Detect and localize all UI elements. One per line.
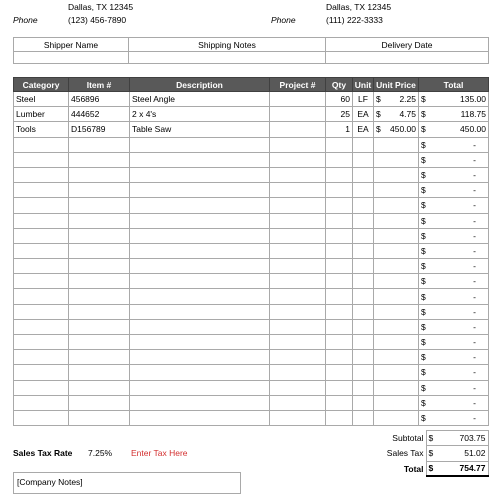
- cell-qty[interactable]: [326, 395, 353, 410]
- cell-description[interactable]: [130, 319, 270, 334]
- cell-qty[interactable]: [326, 350, 353, 365]
- sales-tax-value: $ 51.02: [426, 446, 488, 461]
- cell-item[interactable]: [69, 304, 130, 319]
- table-row: [14, 107, 489, 122]
- totals-table: [326, 430, 489, 477]
- cell-total[interactable]: [419, 167, 489, 182]
- currency-symbol: $: [421, 321, 426, 332]
- items-column-header: Unit Price: [374, 78, 419, 92]
- cell-qty[interactable]: [326, 365, 353, 380]
- cell-qty[interactable]: [326, 167, 353, 182]
- sales-tax-rate-value[interactable]: 7.25%: [88, 448, 113, 458]
- cell-project[interactable]: [270, 274, 326, 289]
- amount-total: -: [473, 245, 476, 256]
- cell-category[interactable]: [14, 395, 69, 410]
- cell-description[interactable]: [130, 167, 270, 182]
- cell-description[interactable]: [130, 350, 270, 365]
- cell-project[interactable]: [270, 122, 326, 137]
- table-row: [14, 213, 489, 228]
- cell-unit[interactable]: [353, 365, 374, 380]
- shipping-notes-header: Shipping Notes: [129, 38, 326, 52]
- currency-symbol: $: [376, 109, 381, 120]
- cell-unit[interactable]: [353, 410, 374, 425]
- cell-price[interactable]: [374, 410, 419, 425]
- cell-price[interactable]: [374, 213, 419, 228]
- cell-total[interactable]: [419, 304, 489, 319]
- cell-description[interactable]: [130, 274, 270, 289]
- cell-description[interactable]: [130, 259, 270, 274]
- shipper-name-field[interactable]: [14, 52, 129, 64]
- amount-total: -: [473, 382, 476, 393]
- cell-price[interactable]: [374, 259, 419, 274]
- cell-total[interactable]: [419, 152, 489, 167]
- items-column-header: Item #: [69, 78, 130, 92]
- cell-price[interactable]: [374, 380, 419, 395]
- cell-total[interactable]: [419, 274, 489, 289]
- cell-price[interactable]: [374, 304, 419, 319]
- cell-price[interactable]: [374, 92, 419, 107]
- table-row: [14, 365, 489, 380]
- cell-category[interactable]: [14, 183, 69, 198]
- cell-qty[interactable]: 1: [326, 122, 353, 137]
- cell-item[interactable]: [69, 183, 130, 198]
- cell-description[interactable]: [130, 213, 270, 228]
- cell-description[interactable]: Steel Angle: [130, 92, 270, 107]
- cell-description[interactable]: [130, 365, 270, 380]
- cell-item[interactable]: [69, 319, 130, 334]
- cell-total[interactable]: [419, 289, 489, 304]
- cell-qty[interactable]: [326, 289, 353, 304]
- shipper-phone: (123) 456-7890: [68, 15, 127, 25]
- cell-unit[interactable]: [353, 289, 374, 304]
- cell-total[interactable]: [419, 395, 489, 410]
- cell-project[interactable]: [270, 92, 326, 107]
- table-row: [14, 335, 489, 350]
- cell-total[interactable]: [419, 107, 489, 122]
- cell-unit[interactable]: [353, 304, 374, 319]
- cell-description[interactable]: [130, 152, 270, 167]
- cell-category[interactable]: [14, 274, 69, 289]
- cell-item[interactable]: D156789: [69, 122, 130, 137]
- amount-total: -: [473, 276, 476, 287]
- cell-project[interactable]: [270, 410, 326, 425]
- amount-total: -: [473, 139, 476, 150]
- cell-unit[interactable]: [353, 183, 374, 198]
- cell-total[interactable]: [419, 198, 489, 213]
- table-row: [14, 167, 489, 182]
- table-row: [14, 304, 489, 319]
- cell-item[interactable]: 444652: [69, 107, 130, 122]
- cell-total[interactable]: [419, 335, 489, 350]
- amount-total: 118.75: [460, 109, 486, 120]
- cell-total[interactable]: [419, 183, 489, 198]
- cell-qty[interactable]: [326, 228, 353, 243]
- cell-total[interactable]: [419, 122, 489, 137]
- items-table: [13, 77, 489, 426]
- currency-symbol: $: [421, 154, 426, 165]
- amount-total: -: [473, 352, 476, 363]
- cell-description[interactable]: [130, 183, 270, 198]
- amount-total: -: [473, 397, 476, 408]
- currency-symbol: $: [421, 413, 426, 424]
- cell-project[interactable]: [270, 304, 326, 319]
- amount-total: -: [473, 337, 476, 348]
- cell-price[interactable]: [374, 243, 419, 258]
- cell-category[interactable]: [14, 365, 69, 380]
- cell-description[interactable]: [130, 380, 270, 395]
- cell-description[interactable]: [130, 137, 270, 152]
- cell-item[interactable]: [69, 289, 130, 304]
- currency-symbol: $: [428, 433, 434, 444]
- amount-total: -: [473, 321, 476, 332]
- currency-symbol: $: [421, 337, 426, 348]
- table-row: [14, 289, 489, 304]
- items-column-header: Description: [130, 78, 270, 92]
- cell-description[interactable]: [130, 198, 270, 213]
- cell-item[interactable]: [69, 167, 130, 182]
- cell-qty[interactable]: [326, 198, 353, 213]
- subtotal-value: $ 703.75: [426, 431, 488, 446]
- table-row: [14, 92, 489, 107]
- cell-price[interactable]: [374, 167, 419, 182]
- cell-unit[interactable]: [353, 137, 374, 152]
- cell-qty[interactable]: [326, 213, 353, 228]
- currency-symbol: $: [421, 200, 426, 211]
- cell-item[interactable]: [69, 259, 130, 274]
- amount-total: -: [473, 291, 476, 302]
- currency-symbol: $: [421, 185, 426, 196]
- cell-project[interactable]: [270, 335, 326, 350]
- cell-project[interactable]: [270, 137, 326, 152]
- cell-category[interactable]: Tools: [14, 122, 69, 137]
- amount-total: 135.00: [460, 94, 486, 105]
- cell-description[interactable]: Table Saw: [130, 122, 270, 137]
- currency-symbol: $: [421, 352, 426, 363]
- cell-unit[interactable]: EA: [353, 122, 374, 137]
- currency-symbol: $: [421, 94, 426, 105]
- cell-total[interactable]: [419, 410, 489, 425]
- cell-qty[interactable]: [326, 137, 353, 152]
- cell-total[interactable]: [419, 319, 489, 334]
- cell-project[interactable]: [270, 259, 326, 274]
- table-row: [14, 122, 489, 137]
- sales-tax-rate-label: Sales Tax Rate: [13, 448, 73, 458]
- cell-qty[interactable]: [326, 304, 353, 319]
- cell-item[interactable]: [69, 243, 130, 258]
- cell-category[interactable]: Lumber: [14, 107, 69, 122]
- grand-total-row: [326, 461, 488, 476]
- currency-symbol: $: [421, 261, 426, 272]
- cell-project[interactable]: [270, 380, 326, 395]
- cell-price[interactable]: [374, 107, 419, 122]
- table-row: [14, 274, 489, 289]
- cell-qty[interactable]: [326, 243, 353, 258]
- cell-description[interactable]: [130, 228, 270, 243]
- cell-total[interactable]: [419, 243, 489, 258]
- cell-category[interactable]: [14, 350, 69, 365]
- cell-category[interactable]: [14, 410, 69, 425]
- cell-project[interactable]: [270, 243, 326, 258]
- cell-unit[interactable]: [353, 167, 374, 182]
- items-header-row: [14, 78, 489, 92]
- cell-qty[interactable]: 25: [326, 107, 353, 122]
- cell-category[interactable]: [14, 289, 69, 304]
- cell-category[interactable]: [14, 213, 69, 228]
- cell-price[interactable]: [374, 319, 419, 334]
- cell-qty[interactable]: [326, 259, 353, 274]
- total-value: $ 754.77: [426, 461, 488, 476]
- cell-qty[interactable]: [326, 274, 353, 289]
- items-column-header: Unit: [353, 78, 374, 92]
- currency-symbol: $: [421, 291, 426, 302]
- cell-category[interactable]: [14, 380, 69, 395]
- cell-qty[interactable]: [326, 183, 353, 198]
- amount-total: -: [473, 306, 476, 317]
- cell-project[interactable]: [270, 107, 326, 122]
- amount-price: 2.25: [399, 94, 416, 105]
- amount-total: -: [473, 261, 476, 272]
- cell-unit[interactable]: [353, 228, 374, 243]
- cell-price[interactable]: [374, 289, 419, 304]
- cell-project[interactable]: [270, 183, 326, 198]
- cell-category[interactable]: [14, 259, 69, 274]
- shipping-notes-field[interactable]: [129, 52, 326, 64]
- cell-price[interactable]: [374, 122, 419, 137]
- cell-project[interactable]: [270, 152, 326, 167]
- cell-item[interactable]: [69, 410, 130, 425]
- cell-category[interactable]: [14, 228, 69, 243]
- cell-qty[interactable]: [326, 380, 353, 395]
- cell-description[interactable]: [130, 395, 270, 410]
- shipper-name-header: Shipper Name: [14, 38, 129, 52]
- cell-price[interactable]: [374, 274, 419, 289]
- currency-symbol: $: [428, 463, 434, 474]
- table-row: [14, 137, 489, 152]
- enter-tax-hint: Enter Tax Here: [131, 448, 188, 458]
- table-row: [14, 410, 489, 425]
- cell-qty[interactable]: 60: [326, 92, 353, 107]
- table-row: [14, 350, 489, 365]
- cell-category[interactable]: Steel: [14, 92, 69, 107]
- cell-category[interactable]: [14, 243, 69, 258]
- items-column-header: Category: [14, 78, 69, 92]
- cell-item[interactable]: [69, 228, 130, 243]
- cell-item[interactable]: 456896: [69, 92, 130, 107]
- cell-total[interactable]: [419, 228, 489, 243]
- table-row: [14, 243, 489, 258]
- currency-symbol: $: [428, 448, 434, 459]
- cell-project[interactable]: [270, 167, 326, 182]
- cell-price[interactable]: [374, 395, 419, 410]
- cell-qty[interactable]: [326, 319, 353, 334]
- cell-qty[interactable]: [326, 335, 353, 350]
- table-row: [14, 319, 489, 334]
- cell-description[interactable]: [130, 289, 270, 304]
- cell-price[interactable]: [374, 350, 419, 365]
- amount-total: -: [473, 230, 476, 241]
- cell-item[interactable]: [69, 274, 130, 289]
- amount-total: -: [473, 367, 476, 378]
- currency-symbol: $: [421, 215, 426, 226]
- cell-price[interactable]: [374, 228, 419, 243]
- cell-price[interactable]: [374, 335, 419, 350]
- cell-item[interactable]: [69, 335, 130, 350]
- shipper-phone-label: Phone: [13, 15, 38, 25]
- currency-symbol: $: [421, 306, 426, 317]
- cell-item[interactable]: [69, 213, 130, 228]
- cell-unit[interactable]: LF: [353, 92, 374, 107]
- table-row: [14, 259, 489, 274]
- cell-unit[interactable]: EA: [353, 107, 374, 122]
- cell-unit[interactable]: [353, 152, 374, 167]
- amount-total: -: [473, 413, 476, 424]
- currency-symbol: $: [421, 230, 426, 241]
- table-row: [14, 183, 489, 198]
- currency-symbol: $: [376, 124, 381, 135]
- delivery-date-field[interactable]: [326, 52, 489, 64]
- amount-total: -: [473, 185, 476, 196]
- currency-symbol: $: [421, 245, 426, 256]
- receiver-phone-label: Phone: [271, 15, 296, 25]
- cell-unit[interactable]: [353, 259, 374, 274]
- shipping-table: [13, 37, 489, 64]
- cell-item[interactable]: [69, 198, 130, 213]
- cell-project[interactable]: [270, 213, 326, 228]
- receiver-phone: (111) 222-3333: [326, 15, 383, 25]
- cell-qty[interactable]: [326, 410, 353, 425]
- amount-price: 4.75: [399, 109, 416, 120]
- cell-description[interactable]: [130, 335, 270, 350]
- shipper-city: Dallas, TX 12345: [68, 2, 134, 12]
- cell-total[interactable]: [419, 92, 489, 107]
- cell-unit[interactable]: [353, 319, 374, 334]
- cell-category[interactable]: [14, 319, 69, 334]
- amount-total: -: [473, 200, 476, 211]
- currency-symbol: $: [421, 139, 426, 150]
- currency-symbol: $: [421, 367, 426, 378]
- subtotal-row: [326, 431, 488, 446]
- company-notes[interactable]: [Company Notes]: [13, 472, 241, 494]
- cell-description[interactable]: 2 x 4's: [130, 107, 270, 122]
- cell-total[interactable]: [419, 137, 489, 152]
- total-label: Total: [326, 461, 426, 476]
- cell-total[interactable]: [419, 380, 489, 395]
- currency-symbol: $: [421, 382, 426, 393]
- table-row: [14, 152, 489, 167]
- sales-tax-label: Sales Tax: [326, 446, 426, 461]
- amount-total: -: [473, 215, 476, 226]
- cell-description[interactable]: [130, 410, 270, 425]
- cell-project[interactable]: [270, 228, 326, 243]
- cell-price[interactable]: [374, 365, 419, 380]
- cell-price[interactable]: [374, 137, 419, 152]
- delivery-date-header: Delivery Date: [326, 38, 489, 52]
- table-row: [14, 380, 489, 395]
- cell-category[interactable]: [14, 198, 69, 213]
- cell-category[interactable]: [14, 335, 69, 350]
- currency-symbol: $: [376, 94, 381, 105]
- table-row: [14, 198, 489, 213]
- cell-project[interactable]: [270, 365, 326, 380]
- cell-unit[interactable]: [353, 213, 374, 228]
- cell-item[interactable]: [69, 380, 130, 395]
- currency-symbol: $: [421, 109, 426, 120]
- cell-price[interactable]: [374, 183, 419, 198]
- amount-total: -: [473, 154, 476, 165]
- cell-total[interactable]: [419, 213, 489, 228]
- cell-project[interactable]: [270, 395, 326, 410]
- sales-tax-row: [326, 446, 488, 461]
- cell-item[interactable]: [69, 395, 130, 410]
- items-column-header: Qty: [326, 78, 353, 92]
- cell-description[interactable]: [130, 243, 270, 258]
- cell-unit[interactable]: [353, 243, 374, 258]
- cell-category[interactable]: [14, 167, 69, 182]
- cell-unit[interactable]: [353, 395, 374, 410]
- cell-category[interactable]: [14, 137, 69, 152]
- table-row: [14, 228, 489, 243]
- items-column-header: Total: [419, 78, 489, 92]
- cell-project[interactable]: [270, 198, 326, 213]
- cell-price[interactable]: [374, 198, 419, 213]
- cell-description[interactable]: [130, 304, 270, 319]
- cell-total[interactable]: [419, 365, 489, 380]
- cell-unit[interactable]: [353, 198, 374, 213]
- cell-qty[interactable]: [326, 152, 353, 167]
- cell-project[interactable]: [270, 319, 326, 334]
- currency-symbol: $: [421, 276, 426, 287]
- table-row: [14, 395, 489, 410]
- cell-project[interactable]: [270, 350, 326, 365]
- receiver-city: Dallas, TX 12345: [326, 2, 392, 12]
- amount-price: 450.00: [390, 124, 416, 135]
- subtotal-label: Subtotal: [326, 431, 426, 446]
- currency-symbol: $: [421, 170, 426, 181]
- cell-item[interactable]: [69, 152, 130, 167]
- items-column-header: Project #: [270, 78, 326, 92]
- cell-project[interactable]: [270, 289, 326, 304]
- currency-symbol: $: [421, 124, 426, 135]
- amount-total: 450.00: [460, 124, 486, 135]
- cell-total[interactable]: [419, 350, 489, 365]
- cell-category[interactable]: [14, 304, 69, 319]
- cell-price[interactable]: [374, 152, 419, 167]
- cell-item[interactable]: [69, 365, 130, 380]
- cell-unit[interactable]: [353, 274, 374, 289]
- cell-unit[interactable]: [353, 350, 374, 365]
- cell-unit[interactable]: [353, 335, 374, 350]
- cell-item[interactable]: [69, 137, 130, 152]
- cell-total[interactable]: [419, 259, 489, 274]
- cell-unit[interactable]: [353, 380, 374, 395]
- currency-symbol: $: [421, 397, 426, 408]
- cell-category[interactable]: [14, 152, 69, 167]
- cell-item[interactable]: [69, 350, 130, 365]
- amount-total: -: [473, 170, 476, 181]
